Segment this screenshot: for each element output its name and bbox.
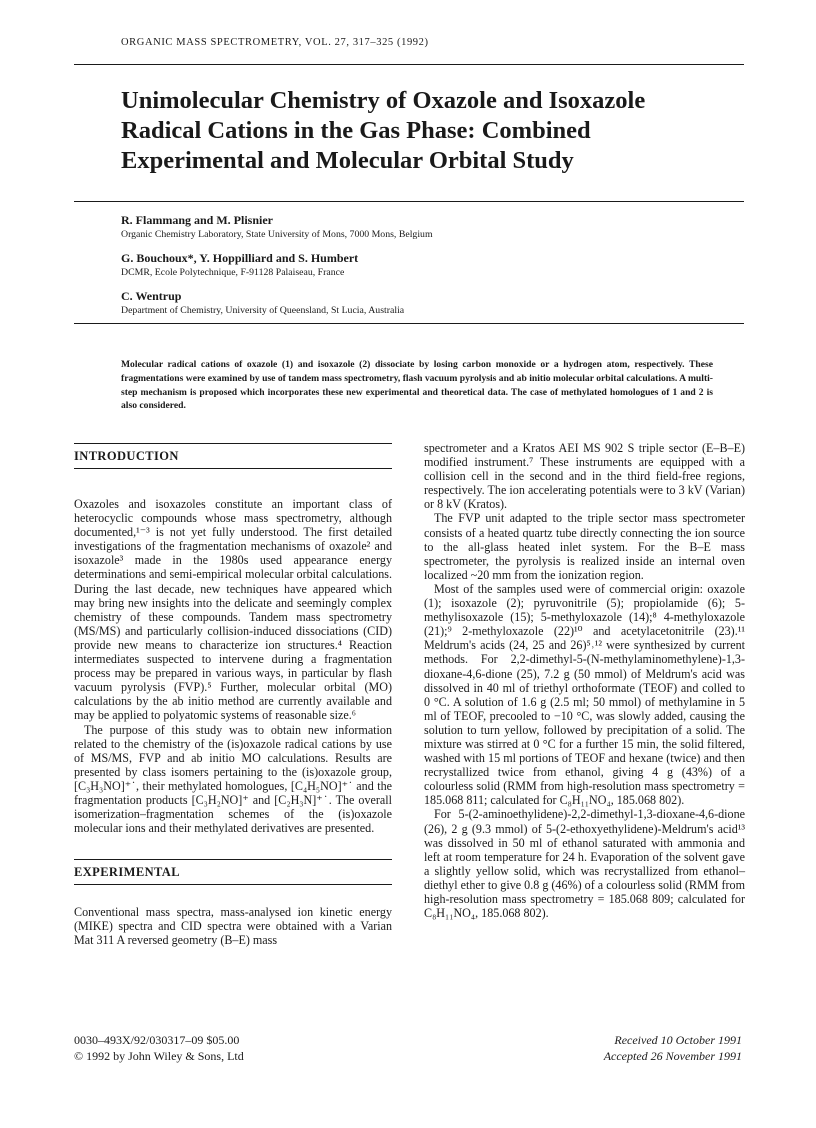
footer-dates	[540, 1032, 742, 1064]
author-names: G. Bouchoux*, Y. Hoppilliard and S. Humbert	[121, 251, 359, 265]
right-paragraph-4: For 5-(2-aminoethylidene)-2,2-dimethyl-1,3-dioxane-4,6-dione (26), 2 g (9.3 mmol) of 5-(2-ethoxyethylidene)-Meldrum's acid¹³ was dissolved in 50 ml of ethanol saturated with ammonia and left at room temperature for 24 h. Evaporation of the solvent gave a slightly yellow solid, which was recrystallized from ethanol–diethyl ether to give 0.8 g (46%) of a colourless solid (RMM from high-resolution mass spectrometry = 185.068 809; calculated for C₈H₁₁NO₄, 185.068 802).	[424, 807, 745, 921]
author-affiliation: Organic Chemistry Laboratory, State University of Mons, 7000 Mons, Belgium	[121, 229, 433, 240]
author-block	[121, 213, 721, 327]
accepted-date: Accepted 26 November 1991	[603, 1049, 742, 1063]
author-names: C. Wentrup	[121, 289, 182, 303]
author-group	[121, 213, 721, 241]
author-names: R. Flammang and M. Plisnier	[121, 213, 273, 227]
right-paragraph-1: spectrometer and a Kratos AEI MS 902 S triple sector (E–B–E) modified instrument.⁷ These instruments are equipped with a collision cell in the second and in the third field-free regions, respectively. The ion accelerating potentials were to 3 kV (Varian) or 8 kV (Kratos).	[424, 441, 745, 512]
section-heading-introduction: INTRODUCTION	[74, 443, 392, 469]
footer-publication-info	[74, 1032, 244, 1064]
left-column	[74, 443, 392, 948]
right-column	[424, 441, 745, 920]
section-heading-experimental: EXPERIMENTAL	[74, 859, 392, 885]
experimental-paragraph-1: Conventional mass spectra, mass-analysed ion kinetic energy (MIKE) spectra and CID spectra were obtained with a Varian Mat 311 A reversed geometry (B–E) mass	[74, 905, 392, 948]
author-affiliation: DCMR, Ecole Polytechnique, F-91128 Palaiseau, France	[121, 267, 345, 278]
author-affiliation: Department of Chemistry, University of Queensland, St Lucia, Australia	[121, 305, 405, 316]
article-title: Unimolecular Chemistry of Oxazole and Isoxazole Radical Cations in the Gas Phase: Combined Experimental and Molecular Orbital Study	[121, 87, 646, 174]
right-paragraph-2: The FVP unit adapted to the triple sector mass spectrometer consists of a heated quartz tube directly connecting the ion source to the all-glass heated inlet system. For the B–E mass spectrometer, the pyrolysis is realized inside an internal oven localized ~20 mm from the ionization region.	[424, 511, 745, 582]
intro-paragraph-1: Oxazoles and isoxazoles constitute an important class of heterocyclic compounds whose mass spectrometry, although documented,¹⁻³ is not yet fully understood. The first detailed investigations of the fragmentation mechanisms of oxazole² and isoxazole³ made in the 1980s used appearance energy determinations and semi-empirical molecular orbital calculations. During the last decade, new techniques have appeared which may bring new insights into the delicate and seemingly complex chemistry of these compounds. Tandem mass spectrometry (MS/MS) and particularly collision-induced dissociations (CID) provide new means to characterize ion structures.⁴ Reaction intermediates suspected to intervene during a fragmentation process may be prepared in various ways, in particular by flash vacuum pyrolysis (FVP).⁵ Further, molecular orbital (MO) calculations by the ab initio method are currently available and may be applied to polyatomic systems of reasonable size.⁶	[74, 497, 392, 723]
authors-rule	[74, 323, 744, 324]
header-rule	[74, 64, 744, 65]
footer-code: 0030–493X/92/030317–09 $05.00	[74, 1033, 240, 1047]
footer-copyright: © 1992 by John Wiley & Sons, Ltd	[74, 1049, 244, 1063]
author-group	[121, 289, 721, 317]
running-header: ORGANIC MASS SPECTROMETRY, VOL. 27, 317–325 (1992)	[121, 37, 429, 48]
right-paragraph-3: Most of the samples used were of commercial origin: oxazole (1); isoxazole (2); pyruvonitrile (5); propiolamide (6); 5-methylisoxazole (15); 5-methyloxazole (14);⁸ 4-methyloxazole (21);⁹ 2-methyloxazole (22)¹⁰ and acetylacetonitrile (23).¹¹ Meldrum's acids (24, 25 and 26)⁵˒¹² were synthesized by current methods. For 2,2-dimethyl-5-(N-methylaminomethylene)-1,3-dioxane-4,6-dione (25), 7.2 g (50 mmol) of Meldrum's acid was dissolved in 40 ml of triethyl orthoformate (TEOF) and colled to 0 °C. A solution of 1.6 g (2.5 ml; 50 mmol) of methylamine in 5 ml of TEOF, precooled to −10 °C, was slowly added, causing the solution to turn yellow, followed by precipitation of a solid. The mixture was stirred at 0 °C for a further 15 min, the solid filtered, washed with 15 ml portions of TEOF and hexane (twice) and then recrystallized twice from ethanol, giving 4 g (43%) of a colourless solid (RMM from high-resolution mass spectrometry = 185.068 811; calculated for C₈H₁₁NO₄, 185.068 802).	[424, 581, 745, 808]
received-date: Received 10 October 1991	[614, 1033, 742, 1047]
intro-paragraph-2: The purpose of this study was to obtain new information related to the chemistry of the (is)oxazole radical cations by use of MS/MS, FVP and ab initio MO calculations. Results are presented by class isomers pertaining to the (is)oxazole group, [C₃H₃NO]⁺˙, their methylated homologues, [C₄H₅NO]⁺˙ and the fragmentation products [C₃H₂NO]⁺ and [C₂H₃N]⁺˙. The overall isomerization–fragmentation schemes of the (is)oxazole molecular ions and their methylated derivatives are presented.	[74, 722, 392, 836]
abstract: Molecular radical cations of oxazole (1) and isoxazole (2) dissociate by losing carbon monoxide or a hydrogen atom, respectively. These fragmentations were examined by use of tandem mass spectrometry, flash vacuum pyrolysis and ab initio molecular orbital calculations. A multi-step mechanism is proposed which incorporates these new experimental and theoretical data. The case of methylated homologues of 1 and 2 is also considered.	[121, 359, 713, 412]
author-group	[121, 251, 721, 279]
title-rule	[74, 201, 744, 202]
